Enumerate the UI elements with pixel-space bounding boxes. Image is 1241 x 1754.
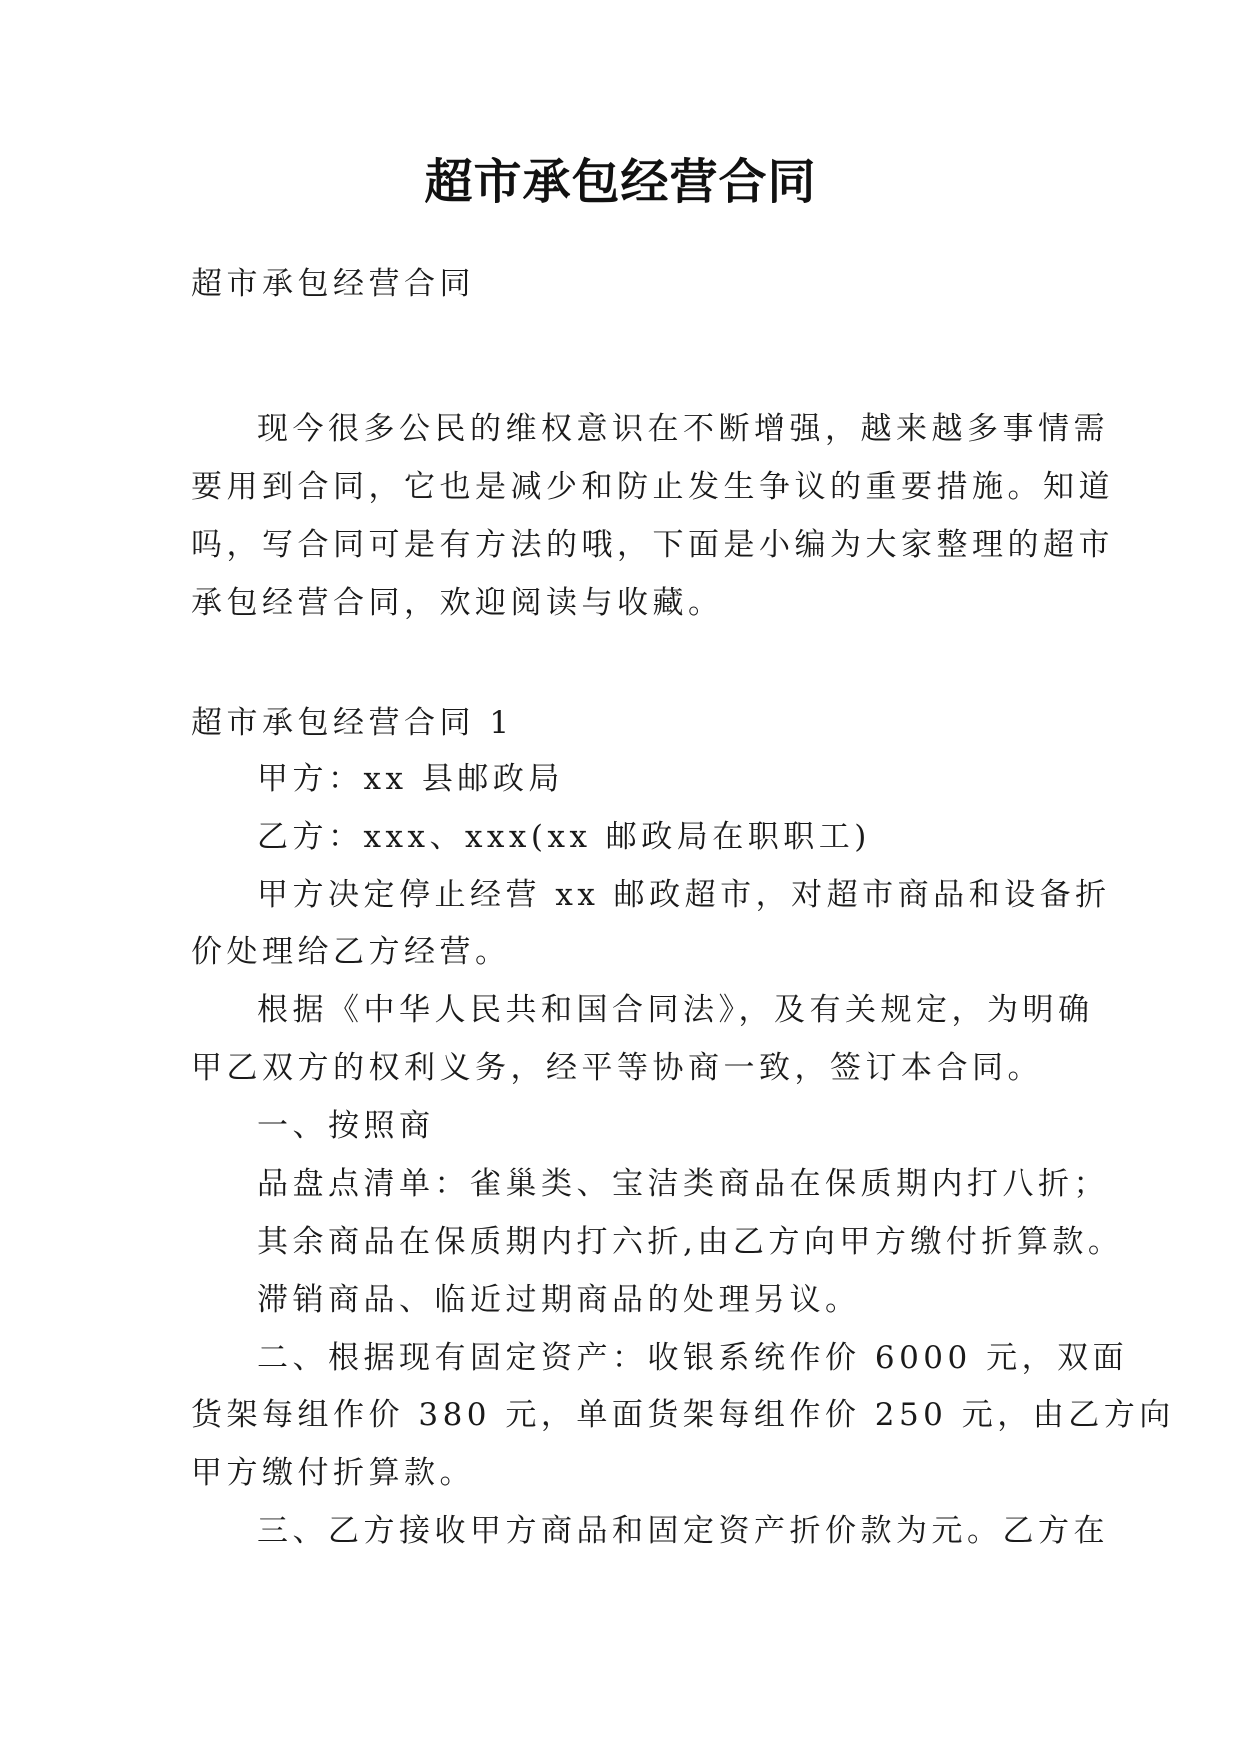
intro-line: 承包经营合同，欢迎阅读与收藏。 (191, 585, 724, 621)
document-title: 超市承包经营合同 (424, 154, 817, 210)
intro-line: 现今很多公民的维权意识在不断增强，越来越多事情需 (257, 411, 1109, 447)
clause2-line: 甲方缴付折算款。 (191, 1455, 475, 1491)
decision-line: 甲方决定停止经营 xx 邮政超市，对超市商品和设备折 (257, 877, 1111, 913)
party-a: 甲方：xx 县邮政局 (257, 761, 564, 797)
clause2-line: 二、根据现有固定资产：收银系统作价 6000 元，双面 (257, 1340, 1129, 1376)
clause1-line: 一、按照商 (257, 1108, 435, 1144)
clause1-line: 其余商品在保质期内打六折,由乙方向甲方缴付折算款。 (257, 1224, 1124, 1260)
intro-line: 要用到合同，它也是减少和防止发生争议的重要措施。知道 (191, 469, 1114, 505)
subtitle: 超市承包经营合同 (191, 266, 475, 302)
intro-line: 吗，写合同可是有方法的哦，下面是小编为大家整理的超市 (191, 527, 1114, 563)
section-heading: 超市承包经营合同 1 (191, 705, 514, 741)
decision-line: 价处理给乙方经营。 (191, 934, 511, 970)
clause1-line: 品盘点清单：雀巢类、宝洁类商品在保质期内打八折； (257, 1166, 1109, 1202)
clause1-line: 滞销商品、临近过期商品的处理另议。 (257, 1282, 861, 1318)
basis-line: 甲乙双方的权利义务，经平等协商一致，签订本合同。 (191, 1050, 1043, 1086)
party-b: 乙方：xxx、xxx(xx 邮政局在职职工) (257, 819, 871, 855)
clause2-line: 货架每组作价 380 元，单面货架每组作价 250 元，由乙方向 (191, 1397, 1175, 1433)
basis-line: 根据《中华人民共和国合同法》，及有关规定，为明确 (257, 992, 1094, 1028)
clause3-line: 三、乙方接收甲方商品和固定资产折价款为元。乙方在 (257, 1513, 1109, 1549)
